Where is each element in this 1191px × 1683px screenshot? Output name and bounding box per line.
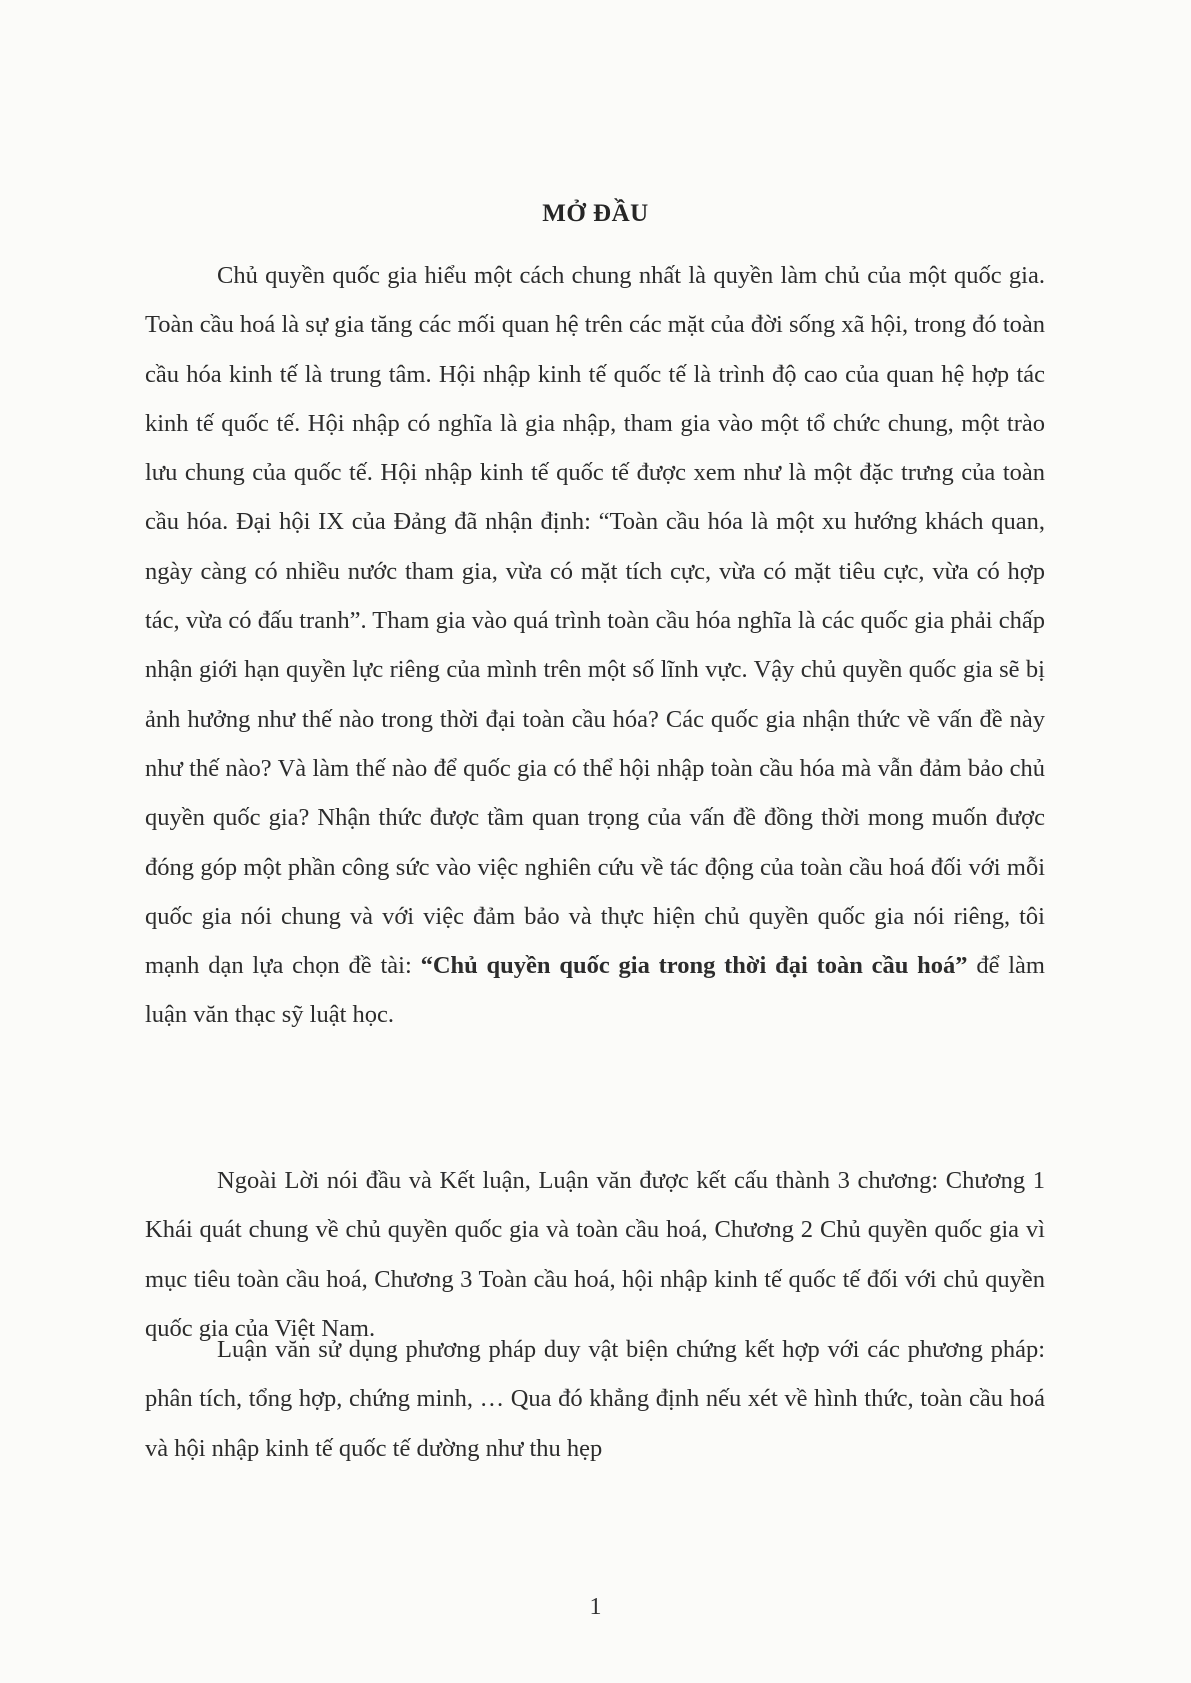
paragraph-structure-text: Ngoài Lời nói đầu và Kết luận, Luận văn được kết cấu thành 3 chương: Chương 1 Khái quát chung về chủ quyền quốc gia và toàn cầu hoá, Chương 2 Chủ quyền quốc gia vì mục tiêu toàn cầu hoá, Chương 3 Toàn cầu hoá, hội nhập kinh tế quốc tế đối với chủ quyền quốc gia của Việt Nam. [145, 1167, 1045, 1342]
page-title: MỞ ĐẦU [542, 200, 649, 227]
paragraph-intro-text: Chủ quyền quốc gia hiểu một cách chung nhất là quyền làm chủ của một quốc gia. Toàn cầu hoá là sự gia tăng các mối quan hệ trên các mặt của đời sống xã hội, trong đó toàn cầu hóa kinh tế là trung tâm. Hội nhập kinh tế quốc tế là trình độ cao của quan hệ hợp tác kinh tế quốc tế. Hội nhập có nghĩa là gia nhập, tham gia vào một tổ chức chung, một trào lưu chung của quốc tế. Hội nhập kinh tế quốc tế được xem như là một đặc trưng của toàn cầu hóa. Đại hội IX của Đảng đã nhận định: “Toàn cầu hóa là một xu hướng khách quan, ngày càng có nhiều nước tham gia, vừa có mặt tích cực, vừa có mặt tiêu cực, vừa có hợp tác, vừa có đấu tranh”. Tham gia vào quá trình toàn cầu hóa nghĩa là các quốc gia phải chấp nhận giới hạn quyền lực riêng của mình trên một số lĩnh vực. Vậy chủ quyền quốc gia sẽ bị ảnh hưởng như thế nào trong thời đại toàn cầu hóa? Các quốc gia nhận thức về vấn đề này như thế nào? Và làm thế nào để quốc gia có thể hội nhập toàn cầu hóa mà vẫn đảm bảo chủ quyền quốc gia? Nhận thức được tầm quan trọng của vấn đề đồng thời mong muốn được đóng góp một phần công sức vào việc nghiên cứu về tác động của toàn cầu hoá đối với mỗi quốc gia nói chung và với việc đảm bảo và thực hiện chủ quyền quốc gia nói riêng, tôi mạnh dạn lựa chọn đề tài: [145, 262, 1045, 980]
page-number: 1 [589, 1594, 602, 1620]
paragraph-method-text: Luận văn sử dụng phương pháp duy vật biện chứng kết hợp với các phương pháp: phân tích, tổng hợp, chứng minh, … Qua đó khẳng định nếu xét về hình thức, toàn cầu hoá và hội nhập kinh tế quốc tế dường như thu hẹp [145, 1336, 1045, 1462]
paragraph-intro-ending: để làm luận văn thạc sỹ luật học. [145, 952, 1045, 1029]
paragraph-method [145, 1325, 1045, 1473]
paragraph-structure [145, 1156, 1045, 1353]
paragraph-intro [145, 251, 1045, 1040]
thesis-title: “Chủ quyền quốc gia trong thời đại toàn cầu hoá” [420, 952, 968, 980]
